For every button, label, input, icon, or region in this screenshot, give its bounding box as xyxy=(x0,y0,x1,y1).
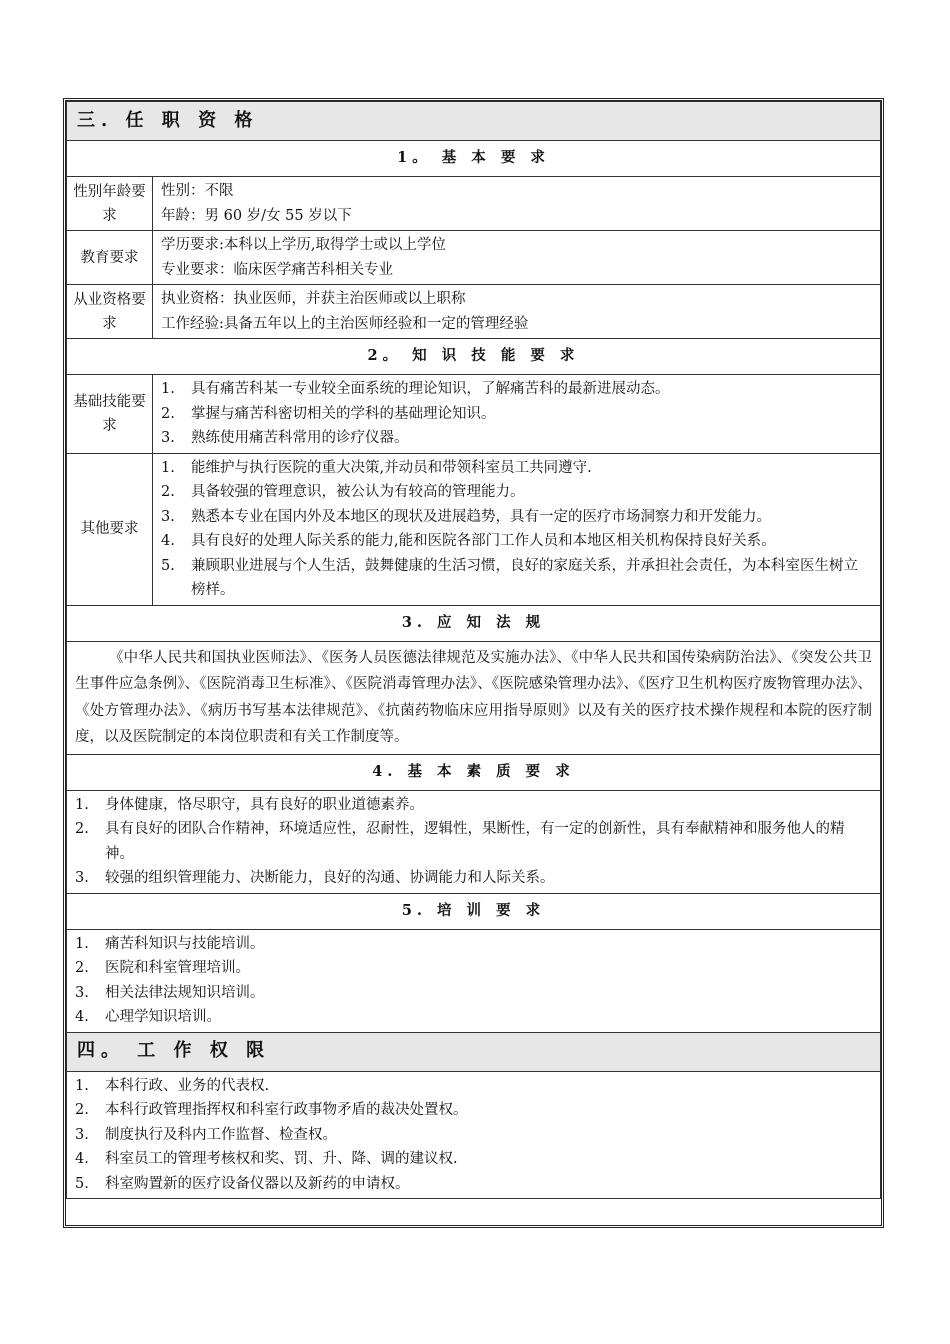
list-item: 3. 相关法律法规知识培训。 xyxy=(75,984,265,1001)
training-list xyxy=(67,929,881,1032)
other-requirements-label: 其他要求 xyxy=(67,453,153,605)
job-requirements-table xyxy=(66,101,881,1199)
laws-paragraph: 《中华人民共和国执业医师法》、《医务人员医德法律规范及实施办法》、《中华人民共和国传染病防治法》、《突发公共卫生事件应急条例》、《医院消毒卫生标准》、《医院消毒管理办法》、《医院感染管理办法》、《医疗卫生机构医疗废物管理办法》、《处方管理办法》、《病历书写基本法律规范》、《抗菌药物临床应用指导原则》以及有关的医疗技术操作规程和本院的医疗制度，以及医院制定的本岗位职责和有关工作制度等。 xyxy=(67,641,881,754)
gender-text: 性别：不限 xyxy=(161,183,234,199)
qualification-label: 从业资格要求 xyxy=(67,285,153,339)
age-text: 年龄：男 60 岁/女 55 岁以下 xyxy=(161,207,352,224)
education-cell xyxy=(153,231,881,285)
quality-title: 4. 基 本 素 质 要 求 xyxy=(67,754,881,790)
list-item: 4. 具有良好的处理人际关系的能力,能和医院各部门工作人员和本地区相关机构保持良好关系。 xyxy=(161,533,776,549)
list-item: 4. 科室员工的管理考核权和奖、罚、升、降、调的建议权. xyxy=(75,1151,458,1167)
gender-age-cell xyxy=(153,177,881,231)
section-3-title: 三. 任 职 资 格 xyxy=(67,102,881,141)
basic-skills-label: 基础技能要求 xyxy=(67,375,153,454)
list-item: 2. 本科行政管理指挥权和科室行政事物矛盾的裁决处置权。 xyxy=(75,1102,468,1118)
laws-title: 3. 应 知 法 规 xyxy=(67,605,881,641)
list-item: 3. 较强的组织管理能力、决断能力，良好的沟通、协调能力和人际关系。 xyxy=(75,870,555,886)
list-item: 1. 痛苦科知识与技能培训。 xyxy=(75,935,265,952)
basic-requirements-title: 1。 基 本 要 求 xyxy=(67,141,881,177)
education-label: 教育要求 xyxy=(67,231,153,285)
list-item: 2. 具有良好的团队合作精神，环境适应性，忍耐性，逻辑性，果断性，有一定的创新性，具有奉献精神和服务他人的精神。 xyxy=(75,821,845,862)
basic-skills-list xyxy=(153,375,881,454)
quality-list xyxy=(67,790,881,893)
list-item: 5. 科室购置新的医疗设备仪器以及新药的申请权。 xyxy=(75,1175,410,1192)
list-item: 2. 医院和科室管理培训。 xyxy=(75,960,250,976)
list-item: 4. 心理学知识培训。 xyxy=(75,1009,221,1025)
list-item: 1. 具有痛苦科某一专业较全面系统的理论知识，了解痛苦科的最新进展动态。 xyxy=(161,381,670,397)
experience-text: 工作经验:具备五年以上的主治医师经验和一定的管理经验 xyxy=(161,315,529,332)
major-text: 专业要求：临床医学痛苦科相关专业 xyxy=(161,261,393,278)
gender-age-label: 性别年龄要求 xyxy=(67,177,153,231)
section-4-title: 四。 工 作 权 限 xyxy=(67,1032,881,1071)
training-title: 5. 培 训 要 求 xyxy=(67,893,881,929)
practice-text: 执业资格：执业医师，并获主治医师或以上职称 xyxy=(161,291,466,307)
list-item: 2. 掌握与痛苦科密切相关的学科的基础理论知识。 xyxy=(161,405,496,422)
list-item: 1. 本科行政、业务的代表权. xyxy=(75,1077,270,1094)
list-item: 1. 能维护与执行医院的重大决策,并动员和带领科室员工共同遵守. xyxy=(161,459,592,476)
list-item: 3. 熟练使用痛苦科常用的诊疗仪器。 xyxy=(161,430,409,446)
list-item: 5. 兼顾职业进展与个人生活，鼓舞健康的生活习惯，良好的家庭关系，并承担社会责任，为本科室医生树立榜样。 xyxy=(161,557,858,598)
list-item: 1. 身体健康，恪尽职守，具有良好的职业道德素养。 xyxy=(75,796,424,813)
qualification-cell xyxy=(153,285,881,339)
education-text: 学历要求:本科以上学历,取得学士或以上学位 xyxy=(161,237,446,253)
skills-title: 2。 知 识 技 能 要 求 xyxy=(67,339,881,375)
authority-list xyxy=(67,1071,881,1199)
list-item: 3. 熟悉本专业在国内外及本地区的现状及进展趋势，具有一定的医疗市场洞察力和开发能力。 xyxy=(161,508,771,525)
list-item: 2. 具备较强的管理意识，被公认为有较高的管理能力。 xyxy=(161,484,525,500)
other-requirements-list xyxy=(153,453,881,605)
list-item: 3. 制度执行及科内工作监督、检查权。 xyxy=(75,1126,337,1143)
